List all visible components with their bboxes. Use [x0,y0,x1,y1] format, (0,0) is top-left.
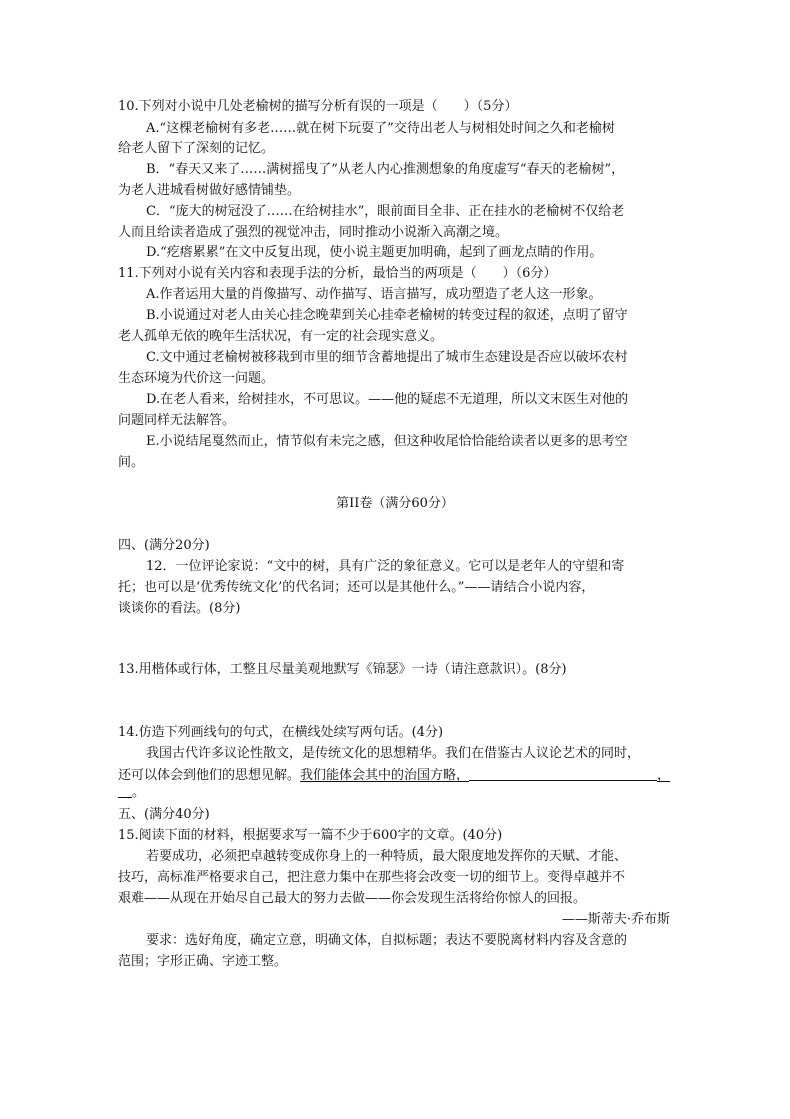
q11-option-c-line1: C.文中通过老榆树被移栽到市里的细节含蓄地提出了城市生态建设是否应以破坏农村 [146,350,628,365]
q10-option-c-line2: 人而且给读者造成了强烈的视觉冲击，同时推动小说渐入高潮之境。 [118,225,509,240]
q11-option-b-line2: 老人孤单无依的晚年生活状况，有一定的社会现实意义。 [118,329,444,344]
q12-line1: 12．一位评论家说：“文中的树，具有广泛的象征意义。它可以是老年人的守望和寄 [146,559,625,574]
q10-option-a-line2: 给老人留下了深刻的记忆。 [118,141,275,156]
q14-passage-line1: 我国古代许多议论性散文，是传统文化的思想精华。我们在借鉴古人议论艺术的同时， [146,746,641,761]
section4-header: 四、(满分20分) [118,538,210,553]
q11-option-d-line2: 问题同样无法解答。 [118,413,236,428]
q10-option-d-line1: D.“疙瘩累累”在文中反复出现，使小说主题更加明确，起到了画龙点睛的作用。 [146,245,603,260]
part2-title: 第II卷（满分60分） [336,496,454,511]
q10-option-c-line1: C．“庞大的树冠没了……在给树挂水”，眼前面目全非、正在挂水的老榆树不仅给老 [146,204,625,219]
q11-option-d-line1: D.在老人看来，给树挂水，不可思议。——他的疑虑不无道理，所以文末医生对他的 [146,392,629,407]
q14-plain-text: 还可以体会到他们的思想见解。 [118,768,301,783]
q11-option-a-line1: A.作者运用大量的肖像描写、动作描写、语言描写，成功塑造了老人这一形象。 [146,287,602,302]
q15-quote-author: ——斯蒂夫·乔布斯 [561,912,670,927]
q13-stem: 13.用楷体或行体，工整且尽量美观地默写《锦瑟》一诗（请注意款识）。(8分) [118,662,567,677]
q14-underlined-sentence: 我们能体会其中的治国方略， [300,768,470,783]
q12-line3: 谈谈你的看法。(8分) [118,601,241,616]
q14-answer-blank-end[interactable] [118,787,132,798]
q14-answer-blank[interactable] [469,766,657,781]
q15-material-line1: 若要成功，必须把卓越转变成你身上的一种特质，最大限度地发挥你的天赋、才能、 [146,849,628,864]
q14-blank-comma: ， [657,768,671,783]
q14-end-mark: 。 [132,785,146,800]
q15-requirements-line2: 范围；字形正确、字迹工整。 [118,954,288,969]
q10-stem: 10.下列对小说中几处老榆树的描写分析有误的一项是（ ）（5分） [118,99,518,114]
q11-option-c-line2: 生态环境为代价这一问题。 [118,371,275,386]
section5-header: 五、(满分40分) [118,807,210,822]
q15-stem: 15.阅读下面的材料，根据要求写一篇不少于600字的文章。(40分) [118,828,503,843]
q10-option-a-line1: A.“这棵老榆树有多老……就在树下玩耍了”交待出老人与树相处时间之久和老榆树 [146,121,615,136]
q14-passage-line2 [118,766,670,785]
q15-requirements-line1: 要求：选好角度，确定立意，明确文体，自拟标题；表达不要脱离材料内容及含意的 [146,933,628,948]
q11-stem: 11.下列对小说有关内容和表现手法的分析，最恰当的两项是（ ）（6分） [118,266,557,281]
q15-material-line2: 技巧，高标准严格要求自己，把注意力集中在那些将会改变一切的细节上。变得卓越并不 [118,870,626,885]
q14-stem: 14.仿造下列画线句的句式，在横线处续写两句话。(4分) [118,725,444,740]
q15-material-line3: 艰难——从现在开始尽自己最大的努力去做——你会发现生活将给你惊人的回报。 [118,891,587,906]
q14-passage-line3 [118,784,145,802]
q11-option-e-line1: E.小说结尾戛然而止，情节似有未完之感，但这种收尾恰恰能给读者以更多的思考空 [146,434,628,449]
q10-option-b-line2: 为老人进城看树做好感情铺垫。 [118,183,301,198]
q12-line2: 托；也可以是‘优秀传统文化’的代名词；还可以是其他什么。”——请结合小说内容， [118,580,595,595]
q11-option-e-line2: 间。 [118,455,145,470]
q11-option-b-line1: B.小说通过对老人由关心挂念晚辈到关心挂牵老榆树的转变过程的叙述，点明了留守 [146,308,628,323]
q10-option-b-line1: B．“春天又来了……满树摇曳了”从老人内心推测想象的角度虚写“春天的老榆树”， [146,162,625,177]
